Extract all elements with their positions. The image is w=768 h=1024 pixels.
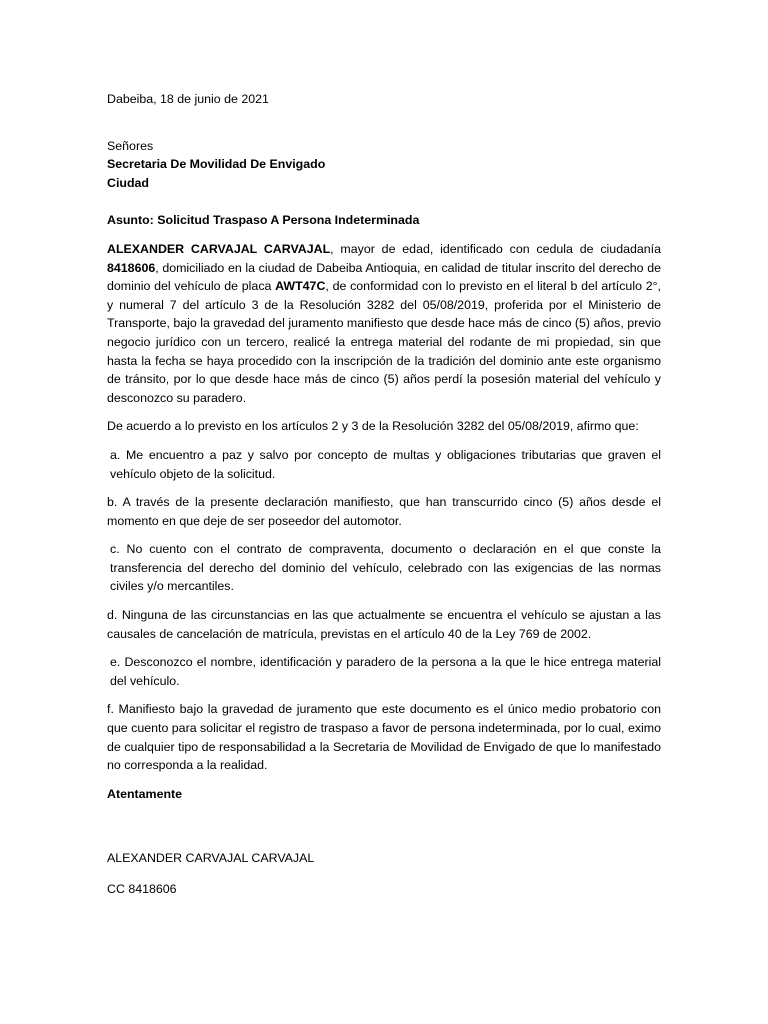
item-d: d. Ninguna de las circunstancias en las que actualmente se encuentra el vehículo se ajustan a las causales de cancelación de matrícula, previstas en el artículo 40 de la Ley 769 de 2002. <box>107 608 661 641</box>
intro-paragraph <box>107 240 661 407</box>
id-number: 8418606 <box>107 260 156 275</box>
requester-name: ALEXANDER CARVAJAL CARVAJAL <box>107 241 331 256</box>
recipient-salutation: Señores <box>107 138 154 153</box>
recipient-city: Ciudad <box>107 175 149 190</box>
subject-line: Asunto: Solicitud Traspaso A Persona Indeterminada <box>107 213 420 228</box>
lead-in-paragraph: De acuerdo a lo previsto en los artículos 2 y 3 de la Resolución 3282 del 05/08/2019, afirmo que: <box>107 419 639 434</box>
recipient-block <box>107 137 661 193</box>
item-a: a. Me encuentro a paz y salvo por concepto de multas y obligaciones tributarias que graven el vehículo objeto de la solicitud. <box>110 447 661 481</box>
item-c: c. No cuento con el contrato de compraventa, documento o declaración en el que conste la transferencia del derecho del dominio del vehículo, celebrado con las exigencias de las normas civiles y/o mercantiles. <box>110 542 661 594</box>
vehicle-plate: AWT47C <box>275 279 326 294</box>
item-e: e. Desconozco el nombre, identificación y paradero de la persona a la que le hice entrega material del vehículo. <box>110 655 661 688</box>
signature-id: CC 8418606 <box>107 882 177 896</box>
intro-text-2: , domiciliado en la ciudad de Dabeiba Antioquia, en calidad de titular inscrito del derecho de dominio del vehículo de placa <box>107 260 661 294</box>
signature-name: ALEXANDER CARVAJAL CARVAJAL <box>107 851 315 866</box>
item-f: f. Manifiesto bajo la gravedad de juramento que este documento es el único medio probatorio con que cuento para solicitar el registro de traspaso a favor de persona indeterminada, por lo cual, eximo de cualquier tipo de responsabilidad a la Secretaria de Movilidad de Envigado de que lo manifestado no corresponda a la realidad. <box>107 702 661 773</box>
intro-text-1: , mayor de edad, identificado con cedula de ciudadanía <box>330 241 661 256</box>
closing-line: Atentamente <box>107 786 183 801</box>
date-line: Dabeiba, 18 de junio de 2021 <box>107 92 269 106</box>
letter-page <box>107 90 661 899</box>
item-b: b. A través de la presente declaración manifiesto, que han transcurrido cinco (5) años desde el momento en que deje de ser poseedor del automotor. <box>107 495 661 528</box>
intro-text-3: , de conformidad con lo previsto en el literal b del artículo 2°, y numeral 7 del artículo 3 de la Resolución 3282 del 05/08/2019, proferida por el Ministerio de Transporte, bajo la gravedad del juramento manifiesto que desde hace más de cinco (5) años, previo negocio jurídico con un tercero, realicé la entrega material del rodante de mi propiedad, sin que hasta la fecha se haya procedido con la inscripción de la tradición del dominio ante este organismo de tránsito, por lo que desde hace más de cinco (5) años perdí la posesión material del vehículo y desconozco su paradero. <box>107 279 661 405</box>
recipient-entity: Secretaria De Movilidad De Envigado <box>107 157 326 172</box>
